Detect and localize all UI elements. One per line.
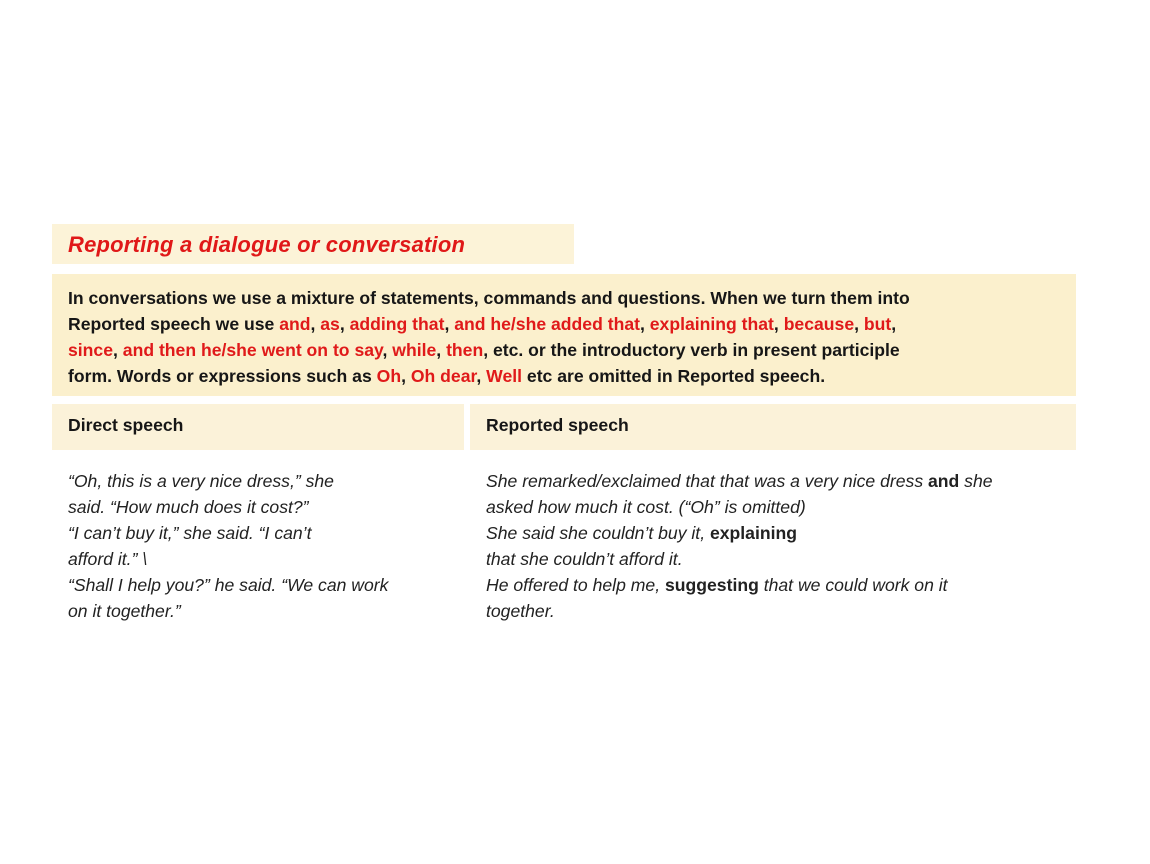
linker-highlight: explaining that [649, 314, 774, 334]
intro-text: , [401, 366, 411, 386]
direct-speech-column [68, 468, 464, 624]
intro-text: , [639, 314, 650, 334]
reported-speech-header [470, 404, 1076, 450]
title-bar [52, 224, 574, 264]
reported-text: He offered to help me, [486, 575, 665, 595]
intro-line-2 [68, 311, 1066, 337]
expression-highlight: Oh dear [410, 366, 477, 386]
intro-text: , [854, 314, 864, 334]
header-label: Reported speech [486, 415, 629, 435]
direct-line: on it together.” [68, 601, 181, 621]
intro-text: , [339, 314, 350, 334]
reported-line-1 [486, 468, 1086, 494]
reported-text: She said she couldn’t buy it, [486, 523, 710, 543]
intro-text: In conversations we use a mixture of statements, commands and questions. When we turn them into [68, 288, 910, 308]
intro-text: Reported speech we use [68, 314, 280, 334]
direct-line: “Oh, this is a very nice dress,” she [68, 471, 334, 491]
section-title: Reporting a dialogue or conversation [68, 232, 466, 257]
intro-text: etc are omitted in Reported speech. [522, 366, 826, 386]
reported-text: that we could work on it [758, 575, 948, 595]
intro-text: , [476, 366, 487, 386]
intro-text: , [773, 314, 784, 334]
intro-line-3 [68, 337, 1066, 363]
reported-speech-column [486, 468, 1086, 624]
direct-line: “Shall I help you?” he said. “We can work [68, 575, 389, 595]
intro-text: form. Words or expressions such as [68, 366, 377, 386]
linker-highlight: while [392, 340, 437, 360]
intro-text: , [444, 314, 455, 334]
linker-highlight: as [320, 314, 340, 334]
header-label: Direct speech [68, 415, 184, 435]
reported-keyword: and [928, 471, 960, 491]
intro-text: , [891, 314, 897, 334]
reported-line-4: that she couldn’t afford it. [486, 549, 683, 569]
linker-highlight: since [68, 340, 113, 360]
expression-highlight: Well [486, 366, 523, 386]
intro-text: , [382, 340, 393, 360]
linker-highlight: adding that [349, 314, 445, 334]
linker-highlight: and he/she added that [454, 314, 640, 334]
reported-text: she [959, 471, 993, 491]
reported-line-6: together. [486, 601, 555, 621]
reported-line-5 [486, 572, 1086, 598]
reported-line-2: asked how much it cost. (“Oh” is omitted) [486, 497, 806, 517]
direct-line: said. “How much does it cost?” [68, 497, 309, 517]
intro-text: , [436, 340, 447, 360]
reported-keyword: suggesting [664, 575, 759, 595]
intro-line-1 [68, 285, 1066, 311]
intro-text: , [310, 314, 321, 334]
direct-line: afford it.” \ [68, 549, 148, 569]
expression-highlight: Oh [376, 366, 402, 386]
intro-line-4 [68, 363, 1066, 389]
reported-text: She remarked/exclaimed that that was a very nice dress [486, 471, 928, 491]
intro-text: , [113, 340, 123, 360]
linker-highlight: then [446, 340, 484, 360]
linker-highlight: because [783, 314, 855, 334]
linker-highlight: and [279, 314, 311, 334]
linker-highlight: and then he/she went on to say [122, 340, 383, 360]
direct-speech-header [52, 404, 464, 450]
reported-keyword: explaining [709, 523, 797, 543]
reported-line-3 [486, 520, 1086, 546]
linker-highlight: but [863, 314, 892, 334]
intro-box [52, 274, 1076, 396]
direct-line: “I can’t buy it,” she said. “I can’t [68, 523, 312, 543]
intro-text: , etc. or the introductory verb in present participle [483, 340, 900, 360]
